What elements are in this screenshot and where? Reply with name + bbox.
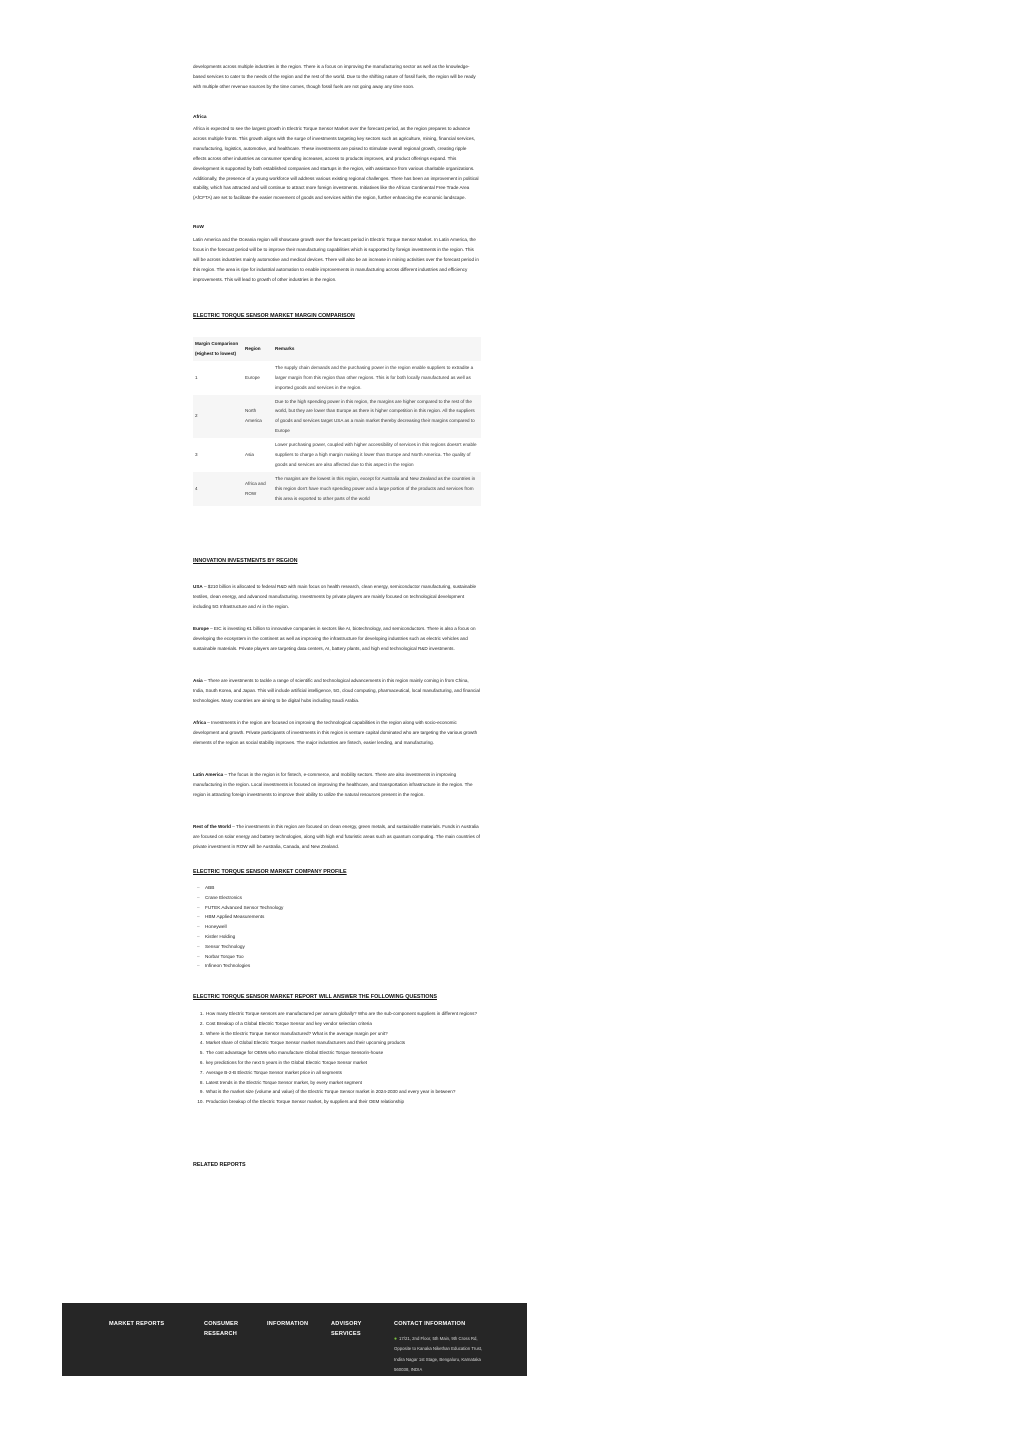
list-item: – Norbar Torque Too bbox=[205, 952, 283, 962]
investment-paragraph-asia bbox=[193, 676, 481, 706]
company-profile-heading: ELECTRIC TORQUE SENSOR MARKET COMPANY PROFILE bbox=[193, 869, 347, 875]
list-item: 4. Market share of Global Electric Torque Sensor market manufacturers and their upcoming products bbox=[205, 1038, 489, 1048]
footer-address-text: 17/21, 2nd Floor, 5th Main, 9th Cross Rd, Opposite to Kanaka Nikethan Education Trust, Indira Nagar 1st Stage, Bengaluru, Karnataka 560038, INDIA bbox=[394, 1336, 483, 1372]
list-item: 2. Cost Breakup of a Global Electric Torque Sensor and key vendor selection criteria bbox=[205, 1019, 489, 1029]
investment-paragraph-latin-america bbox=[193, 770, 481, 800]
list-item: 3. Where is the Electric Torque Sensor manufactured? What is the average margin per unit? bbox=[205, 1029, 489, 1039]
intro-paragraph: developments across multiple industries in the region. There is a focus on improving the manufacturing sector as well as the knowledge-based services to cater to the needs of the region and the rest of the world. Due to the shifting nature of fossil fuels, the region will be ready with multiple other revenue sources by the time comes, though fossil fuels are not going away any time soon. bbox=[193, 64, 476, 89]
investment-lead: Asia bbox=[193, 678, 203, 683]
list-item: 6. key predictions for the next 5 years in the Global Electric Torque Sensor market bbox=[205, 1058, 489, 1068]
margin-comparison-heading: ELECTRIC TORQUE SENSOR MARKET MARGIN COMPARISON bbox=[193, 313, 355, 319]
table-cell-remarks: The supply chain demands and the purchasing power in the region enable suppliers to extradite a larger margin from this region than other regions. This is for both locally manufactured as well as imported goods and services in the region. bbox=[275, 364, 474, 390]
investment-text: – Investments in the region are focused on improving the technological capabilities in the region along with socio-economic development and growth. Private participants of investments in this region is venture capital dominated who are targeting the various growth elements of the region as social stability improves. The major industries are fintech, easier lending, and manufacturing. bbox=[193, 720, 478, 745]
investment-lead: USA bbox=[193, 584, 203, 589]
table-cell-rank: 2 bbox=[195, 413, 198, 419]
investment-text: – There are investments to tackle a range of scientific and technological advancements in this region mainly coming in from China, India, South Korea, and Japan. This will include artificial intelligence, 5G, cloud computing, pharmaceutical, local manufacturing, and financial technologies. Many countries are aiming to be digital hubs including Saudi Arabia. bbox=[193, 678, 480, 703]
location-pin-icon: ● bbox=[394, 1336, 398, 1342]
column-header: Region bbox=[245, 345, 261, 351]
footer-contact-heading: CONTACT INFORMATION bbox=[394, 1321, 466, 1327]
list-item: – HBM Applied Measurements bbox=[205, 912, 283, 922]
list-item: – FUTEK Advanced Sensor Technology bbox=[205, 903, 283, 913]
list-item: – Kistler Holding bbox=[205, 932, 283, 942]
list-item: – Sensor Technology bbox=[205, 942, 283, 952]
africa-heading: Africa bbox=[193, 115, 207, 120]
investment-paragraph-africa bbox=[193, 718, 481, 748]
footer-link-advisory-services[interactable]: ADVISORY SERVICES bbox=[331, 1321, 362, 1337]
footer-address bbox=[394, 1334, 484, 1375]
related-reports-heading: RELATED REPORTS bbox=[193, 1162, 246, 1168]
column-header: Margin Comparison (Highest to lowest) bbox=[195, 341, 239, 356]
margin-comparison-table bbox=[193, 337, 481, 506]
list-item: 10. Production breakup of the Electric Torque Sensor market, by suppliers and their OEM relationship bbox=[205, 1097, 489, 1107]
list-item: 8. Latest trends in the Electric Torque Sensor market, by every market segment bbox=[205, 1078, 489, 1088]
investment-lead: Africa bbox=[193, 720, 207, 725]
table-row bbox=[193, 438, 481, 472]
table-cell-rank: 4 bbox=[195, 485, 198, 491]
row-paragraph: Latin America and the Oceania region will showcase growth over the forecast period in Electric Torque Sensor Market. In Latin America, the focus in the forecast period will be to improve their manufacturing capabilities which is supported by foreign investments in the region. This will be across industries mainly automotive and medical devices. There will also be an increase in mining activities over the forecast period in this region. The area is ripe for industrial automation to enable improvements in manufacturing across different industries and efficiency improvements. This will lead to growth of other industries in the region. bbox=[193, 237, 479, 282]
investment-text: – The focus in the region is for fintech, e-commerce, and mobility sectors. There are also investments in improving manufacturing in the region. Local investments is focused on improving the healthcare, and transportation infrastructure in the region. The region is attracting foreign investments to improve their ability to utilize the natural resources present in the region. bbox=[193, 772, 473, 797]
list-item: 1. How many Electric Torque sensors are manufactured per annum globally? Who are the sub-component suppliers in different regions? bbox=[205, 1009, 489, 1019]
table-cell-region: Africa and ROW bbox=[245, 480, 266, 496]
list-item: 5. The cost advantage for OEMs who manufacture Global Electric Torque Sensorin-house bbox=[205, 1048, 489, 1058]
table-row bbox=[193, 395, 481, 439]
table-cell-remarks: The margins are the lowest in this region, except for Australia and New Zealand as the countries in this region don't have much spending power and a large portion of the products and services from this area is exported to other parts of the world bbox=[275, 475, 476, 501]
investment-lead: Rest of the World bbox=[193, 824, 231, 829]
row-heading: RoW bbox=[193, 225, 204, 230]
investment-paragraph-usa bbox=[193, 582, 481, 612]
list-item: – Crane Electronics bbox=[205, 893, 283, 903]
list-item: 7. Average B-2-B Electric Torque Sensor market price in all segments bbox=[205, 1068, 489, 1078]
questions-list bbox=[197, 1009, 489, 1107]
investment-lead: Europe bbox=[193, 626, 209, 631]
table-cell-region: North America bbox=[245, 408, 262, 424]
table-cell-region: Europe bbox=[245, 374, 260, 380]
list-item: – ABB bbox=[205, 883, 283, 893]
table-row bbox=[193, 361, 481, 395]
table-cell-rank: 1 bbox=[195, 374, 198, 380]
list-item: – Honeywell bbox=[205, 922, 283, 932]
table-cell-remarks: Lower purchasing power, coupled with higher accessibility of services in this regions doesn't enable suppliers to charge a high margin making it lower than Europe and North America. The quality of goods and services are also affected due to this aspect in the region bbox=[275, 442, 477, 467]
africa-paragraph: Africa is expected to see the largest growth in Electric Torque Sensor Market over the forecast period, as the region prepares to advance across multiple fronts. This growth aligns with the surge of investments targeting key sectors such as agriculture, mining, financial services, manufacturing, logistics, automotive, and healthcare. These investments are poised to stimulate overall regional growth, creating ripple effects across other industries as consumer spending increases, access to products improves, and product offerings expand. This development is supported by both established companies and startups in the region, with assistance from various charitable organizations. Additionally, the presence of a young workforce will address various existing regional challenges. There has been an improvement in political stability, which has attracted and will continue to attract more foreign investments. Initiatives like the African Continental Free Trade Area (AfCFTA) are set to facilitate the easier movement of goods and services within the region, further enhancing the economic landscape. bbox=[193, 126, 479, 201]
footer-link-market-reports[interactable]: MARKET REPORTS bbox=[109, 1321, 165, 1327]
table-cell-rank: 3 bbox=[195, 452, 198, 458]
investment-paragraph-europe bbox=[193, 624, 481, 654]
investment-lead: Latin America bbox=[193, 772, 224, 777]
list-item: – Infineon Technologies bbox=[205, 961, 283, 971]
innovation-investments-heading: INNOVATION INVESTMENTS BY REGION bbox=[193, 558, 298, 564]
site-footer bbox=[62, 1303, 527, 1376]
list-item: 9. What is the market size (volume and value) of the Electric Torque Sensor market in 2024-2030 and every year in between? bbox=[205, 1087, 489, 1097]
investment-text: – $210 billion is allocated to federal R&D with main focus on health research, clean energy, semiconductor manufacturing, sustainable textiles, clean energy, and advanced manufacturing. Investments by private players are mainly focused on technological development including 5G Infrastructure and AI in the region. bbox=[193, 584, 477, 609]
table-cell-remarks: Due to the high spending power in this region, the margins are higher compared to the rest of the world, but they are lower than Europe as there is higher competition in this region. All the suppliers of goods and services target USA as a main market thereby decreasing their margins compared to Europe bbox=[275, 398, 475, 434]
column-header: Remarks bbox=[275, 345, 295, 351]
table-row bbox=[193, 472, 481, 506]
table-cell-region: Asia bbox=[245, 452, 254, 458]
table-header-row bbox=[193, 337, 481, 361]
footer-link-consumer-research[interactable]: CONSUMER RESEARCH bbox=[204, 1321, 239, 1337]
investment-text: – The investments in this region are focused on clean energy, green metals, and sustainable materials. Funds in Australia are focused on solar energy and battery technologies, along with high end futuristic areas such as quantum computing. The main countries of private investment in ROW will be Australia, Canada, and New Zealand. bbox=[193, 824, 480, 849]
footer-link-information[interactable]: INFORMATION bbox=[267, 1321, 309, 1327]
investment-text: – EIC is investing €1 billion to innovative companies in sectors like AI, biotechnology, and semiconductors. There is also a focus on developing the ecosystem in the continent as well as improving the infrastructure for developing industries such as electric vehicles and sustainable materials. Private players are targeting data centers, AI, battery plants, and high end technological R&D investments. bbox=[193, 626, 476, 651]
questions-heading: ELECTRIC TORQUE SENSOR MARKET REPORT WILL ANSWER THE FOLLOWING QUESTIONS bbox=[193, 994, 437, 1000]
investment-paragraph-rest-of-world bbox=[193, 822, 481, 852]
company-list bbox=[197, 883, 283, 971]
